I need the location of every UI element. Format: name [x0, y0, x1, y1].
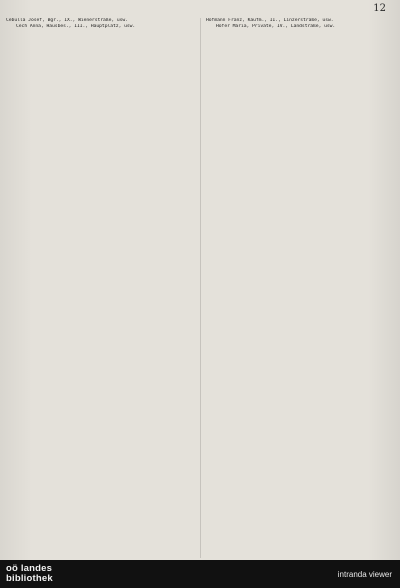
directory-entry: Hofmann Franz, Kaufm., II., Linzerstraße, usw.	[206, 18, 334, 23]
logo-wordmark	[6, 564, 53, 584]
right-column	[206, 18, 394, 558]
viewer-label[interactable]: intranda viewer	[337, 569, 392, 579]
library-logo[interactable]	[0, 564, 53, 584]
directory-entry: Cech Anna, Hausbes., III., Hauptplatz, usw.	[16, 23, 136, 29]
column-gutter	[200, 18, 201, 558]
logo-line-1: oö landes	[6, 563, 53, 574]
viewer-footer	[0, 560, 400, 588]
directory-entry: Cebulla Josef, Bgr., IX., Wienerstraße, usw.	[6, 18, 128, 23]
directory-entry: Hofer Maria, Private, IV., Landstraße, usw.	[216, 23, 336, 29]
left-column	[6, 18, 198, 558]
logo-line-2: bibliothek	[6, 573, 53, 584]
page-number: 12	[373, 3, 386, 14]
